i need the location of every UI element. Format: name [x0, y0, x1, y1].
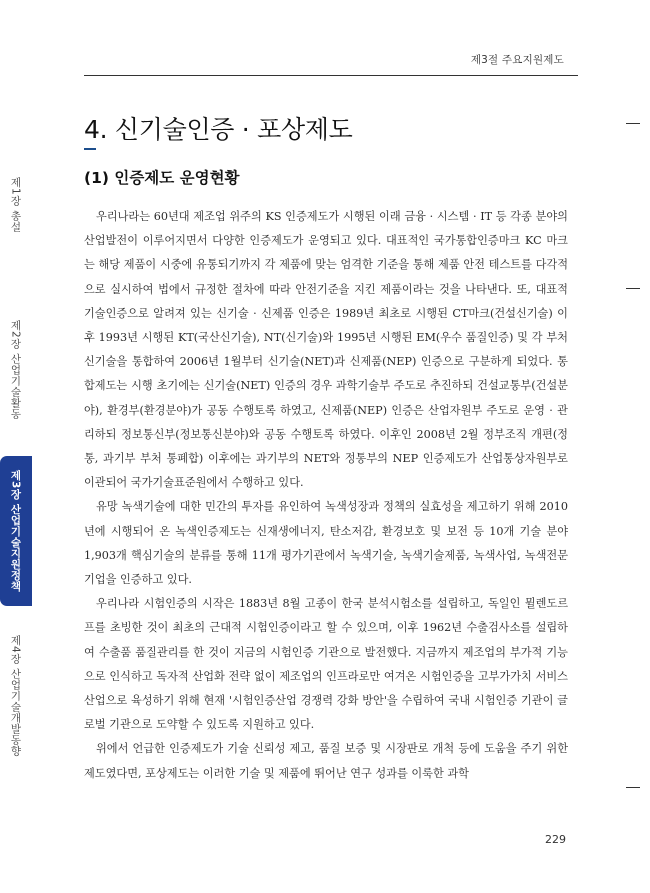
- tab-separator: [626, 288, 640, 289]
- subsection-title: (1) 인증제도 운영현황: [84, 169, 240, 187]
- body-text: [84, 205, 568, 786]
- paragraph-1: 우리나라는 60년대 제조업 위주의 KS 인증제도가 시행된 이래 금융 · 시스템 · IT 등 각종 분야의 산업발전이 이루어지면서 다양한 인증제도가 운영되고 있다. 대표적인 국가통합인증마크 KC 마크는 해당 제품이 시중에 유통되기까지 각 제품에 맞는 엄격한 기준을 통해 제품 안전 테스트를 다각적으로 실시하여 법에서 규정한 절차에 따라 안전기준을 지킨 제품이라는 것을 나타낸다. 또, 대표적 기술인증으로 알려져 있는 신기술 · 신제품 인증은 1989년 최초로 시행된 CT마크(건설신기술) 이후 1993년 시행된 KT(국산신기술), NT(신기술)와 1995년 시행된 EM(우수 품질인증) 및 각 부처 신기술을 통합하여 2006년 1월부터 신기술(NET)과 신제품(NEP) 인증으로 구분하게 되었다. 통합제도는 시행 초기에는 신기술(NET) 인증의 경우 과학기술부 주도로 추진하되 건설교통부(건설분야), 환경부(환경분야)가 공동 수행토록 하였고, 신제품(NEP) 인증은 산업자원부 주도로 운영 · 관리하되 정보통신부(정보통신분야)와 공동 수행토록 하였다. 이후인 2008년 2월 정부조직 개편(정통, 과기부 부처 통폐합) 이후에는 과기부의 NET와 정통부의 NEP 인증제도가 산업통상자원부로 이관되어 국가기술표준원에서 수행하고 있다.: [84, 210, 568, 490]
- paragraph-4: 위에서 언급한 인증제도가 기술 신뢰성 제고, 품질 보증 및 시장판로 개척 등에 도움을 주기 위한 제도였다면, 포상제도는 이러한 기술 및 제품에 뛰어난 연구 성과를 이룩한 과학: [84, 742, 568, 780]
- section-title-underline: [84, 148, 96, 150]
- side-tab-label: 제3장 산업기술지원정책: [9, 470, 22, 592]
- paragraph-3: 우리나라 시험인증의 시작은 1883년 8월 고종이 한국 분석시험소를 설립하고, 독일인 뮐렌도르프를 초빙한 것이 최초의 근대적 시험인증이라고 할 수 있으며, 이후 1962년 수출검사소를 설립하여 수출품 품질관리를 한 것이 지금의 시험인증 기관으로 발전했다. 지금까지 제조업의 부가적 기능으로 인식하고 독자적 산업화 전략 없이 제조업의 인프라로만 여겨온 시험인증을 고부가가치 서비스산업으로 육성하기 위해 현재 '시험인증산업 경쟁력 강화 방안'을 수립하여 국내 시험인증 기관이 글로벌 기관으로 도약할 수 있도록 지원하고 있다.: [84, 597, 568, 732]
- page-number: 229: [545, 833, 566, 846]
- side-tab-chapter-1[interactable]: [0, 150, 32, 260]
- side-tab-label: 제4장 산업기술개발동향: [9, 635, 22, 757]
- side-tab-label: 제2장 산업기술활동: [9, 320, 22, 420]
- side-tab-label: 제1장 총설: [9, 177, 22, 233]
- section-title-text: 4. 신기술인증 · 포상제도: [84, 115, 353, 144]
- section-title: [84, 110, 353, 146]
- running-head: 제3절 주요지원제도: [470, 54, 564, 66]
- tab-separator: [626, 787, 640, 788]
- header-rule: [84, 75, 578, 76]
- side-tab-chapter-3[interactable]: [0, 456, 32, 606]
- tab-separator: [626, 123, 640, 124]
- side-tab-chapter-4[interactable]: [0, 616, 32, 776]
- side-tab-chapter-2[interactable]: [0, 300, 32, 440]
- paragraph-2: 유망 녹색기술에 대한 민간의 투자를 유인하여 녹색성장과 정책의 실효성을 제고하기 위해 2010년에 시행되어 온 녹색인증제도는 신재생에너지, 탄소저감, 환경보호 및 보전 등 10개 기술 분야 1,903개 핵심기술의 분류를 통해 11개 평가기관에서 녹색기술, 녹색기술제품, 녹색사업, 녹색전문기업을 인증하고 있다.: [84, 500, 568, 587]
